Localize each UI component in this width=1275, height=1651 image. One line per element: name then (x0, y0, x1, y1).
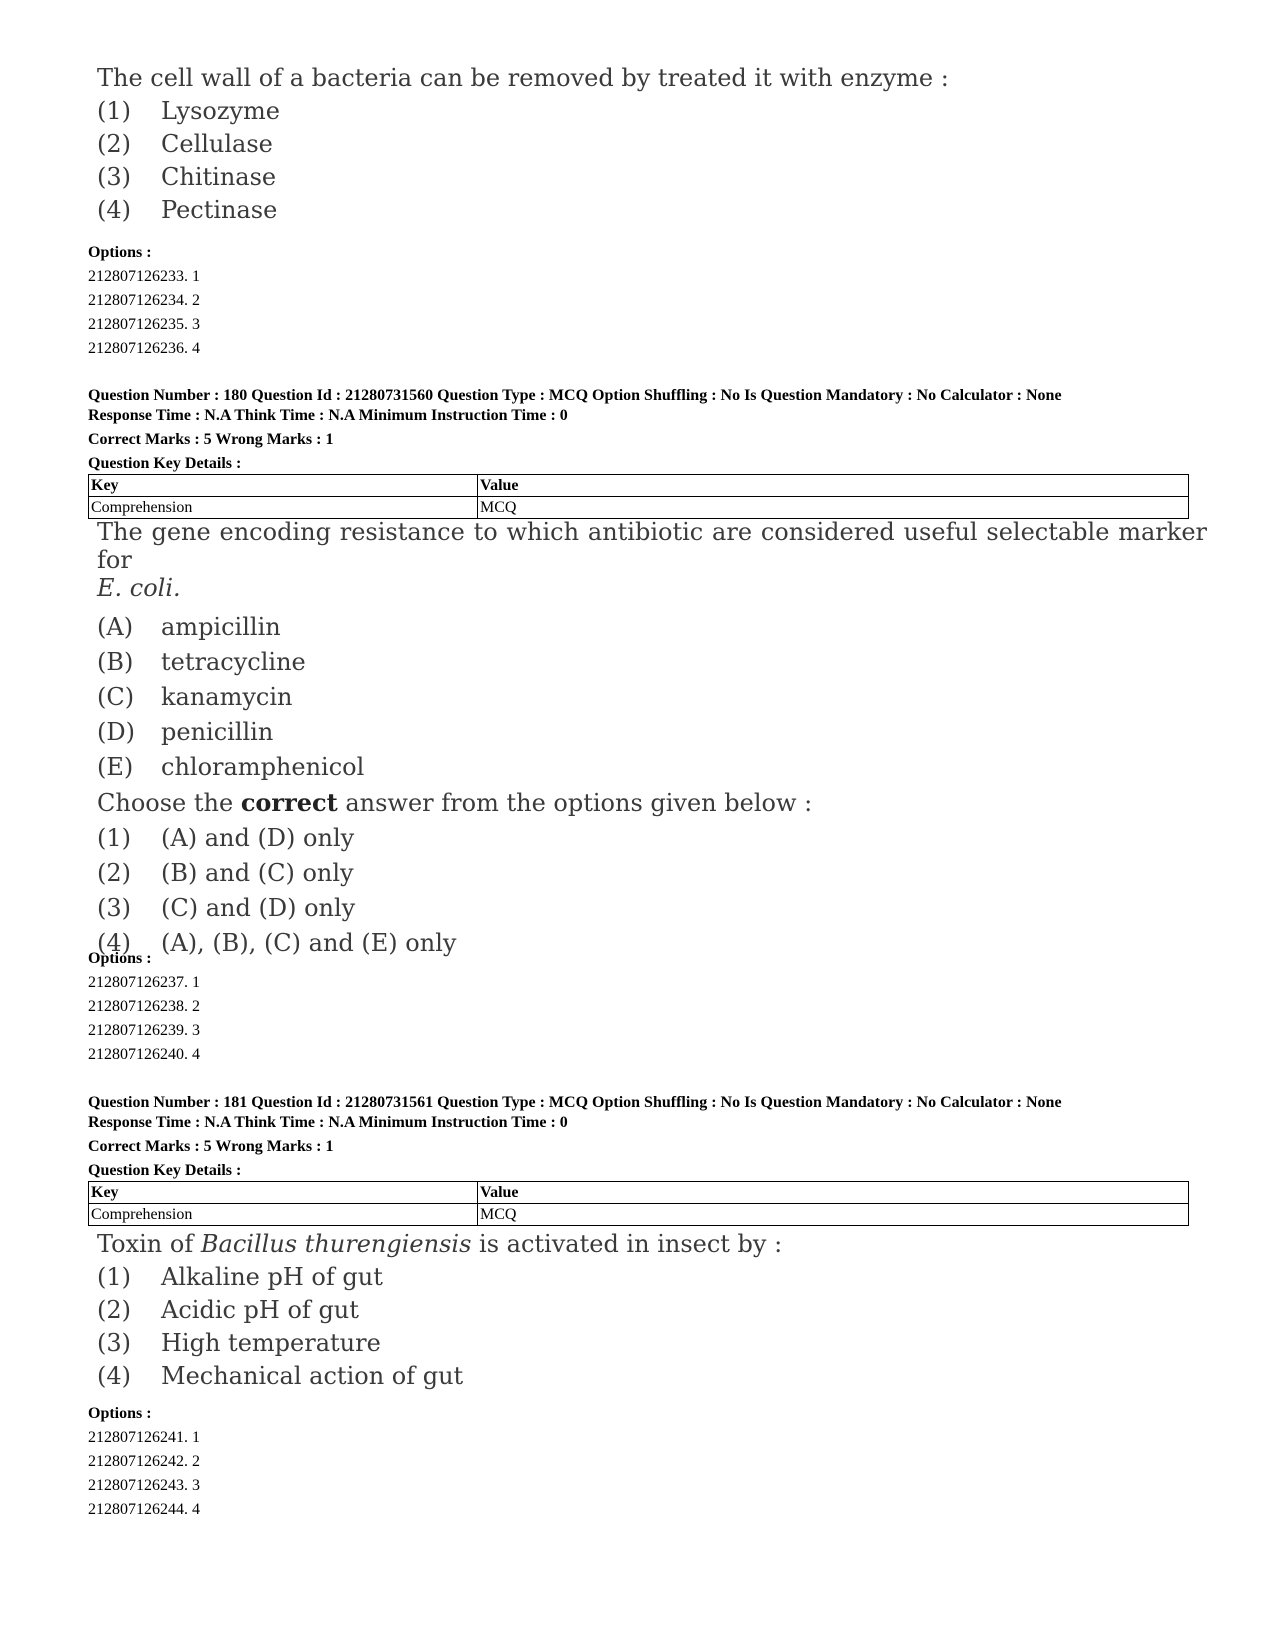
choice-text: (B) and (C) only (161, 859, 354, 887)
option-id: 212807126241. 1 (88, 1429, 200, 1446)
option-id: 212807126234. 2 (88, 292, 200, 309)
organism-name: Bacillus thurengiensis (200, 1230, 472, 1258)
table-cell-key: Comprehension (89, 497, 478, 519)
marks-line: Correct Marks : 5 Wrong Marks : 1 (88, 431, 334, 448)
choice-item (97, 856, 1207, 891)
option-id: 212807126236. 4 (88, 340, 200, 357)
choice-text: Alkaline pH of gut (161, 1263, 383, 1291)
table-header-row (89, 475, 1189, 497)
choice-number: (1) (97, 97, 131, 125)
choice-number: (3) (97, 163, 131, 191)
statement-item (97, 680, 1207, 715)
statement-label: (A) (97, 613, 134, 641)
statement-text: kanamycin (161, 683, 293, 711)
key-details-heading: Question Key Details : (88, 1162, 242, 1179)
table-header-key: Key (89, 1182, 478, 1204)
instruction-emphasis: correct (240, 788, 338, 817)
choice-number: (3) (97, 894, 131, 922)
choice-item (97, 161, 949, 194)
key-details-heading: Question Key Details : (88, 455, 242, 472)
options-list (88, 1402, 200, 1522)
option-id: 212807126235. 3 (88, 316, 200, 333)
choice-number: (2) (97, 1296, 131, 1324)
question-181-meta (88, 1093, 1188, 1181)
table-cell-value: MCQ (478, 497, 1189, 519)
table-header-row (89, 1182, 1189, 1204)
choice-item (97, 821, 1207, 856)
question-key-table (88, 1181, 1189, 1226)
statement-item (97, 645, 1207, 680)
choice-number: (1) (97, 1263, 131, 1291)
choice-item (97, 891, 1207, 926)
question-meta-line: Response Time : N.A Think Time : N.A Minimum Instruction Time : 0 (88, 1114, 568, 1131)
choice-number: (2) (97, 859, 131, 887)
options-heading: Options : (88, 244, 152, 261)
choice-number: (3) (97, 1329, 131, 1357)
choice-text: Acidic pH of gut (161, 1296, 359, 1324)
option-id: 212807126233. 1 (88, 268, 200, 285)
table-row (89, 1204, 1189, 1226)
statement-text: ampicillin (161, 613, 281, 641)
choice-text: (C) and (D) only (161, 894, 356, 922)
table-header-key: Key (89, 475, 478, 497)
statement-text: tetracycline (161, 648, 306, 676)
question-180-meta (88, 386, 1188, 474)
option-id: 212807126238. 2 (88, 998, 200, 1015)
question-179-image (97, 62, 949, 227)
table-header-value: Value (478, 475, 1189, 497)
question-meta-line: Question Number : 180 Question Id : 21280731560 Question Type : MCQ Option Shuffling : No Is Question Mandatory : No Calculator : None (88, 387, 1062, 404)
statement-label: (D) (97, 718, 135, 746)
choice-text: Pectinase (161, 196, 278, 224)
question-181-image (97, 1228, 782, 1393)
organism-name: E. coli. (97, 574, 181, 602)
options-list (88, 241, 200, 361)
question-meta-line: Question Number : 181 Question Id : 21280731561 Question Type : MCQ Option Shuffling : No Is Question Mandatory : No Calculator : None (88, 1094, 1062, 1111)
question-stem: The cell wall of a bacteria can be removed by treated it with enzyme : (97, 64, 949, 92)
instruction-text: Choose the (97, 789, 234, 817)
table-header-value: Value (478, 1182, 1189, 1204)
choice-text: Mechanical action of gut (161, 1362, 464, 1390)
question-stem (97, 1228, 782, 1261)
option-id: 212807126240. 4 (88, 1046, 200, 1063)
option-id: 212807126244. 4 (88, 1501, 200, 1518)
instruction-text: answer from the options given below : (345, 789, 813, 817)
statement-item (97, 750, 1207, 785)
question-meta-line: Response Time : N.A Think Time : N.A Minimum Instruction Time : 0 (88, 407, 568, 424)
options-heading: Options : (88, 1405, 152, 1422)
question-180-image (97, 518, 1207, 961)
table-cell-value: MCQ (478, 1204, 1189, 1226)
stem-text: is activated in insect by : (479, 1230, 783, 1258)
choice-item (97, 1294, 782, 1327)
table-cell-key: Comprehension (89, 1204, 478, 1226)
option-id: 212807126239. 3 (88, 1022, 200, 1039)
statement-label: (E) (97, 753, 134, 781)
choice-item (97, 1327, 782, 1360)
statement-text: chloramphenicol (161, 753, 365, 781)
choice-text: (A) and (D) only (161, 824, 355, 852)
choice-text: High temperature (161, 1329, 381, 1357)
choice-item (97, 926, 1207, 961)
option-id: 212807126243. 3 (88, 1477, 200, 1494)
choice-number: (1) (97, 824, 131, 852)
option-id: 212807126237. 1 (88, 974, 200, 991)
choice-text: Cellulase (161, 130, 273, 158)
statement-label: (C) (97, 683, 135, 711)
question-key-table (88, 474, 1189, 519)
marks-line: Correct Marks : 5 Wrong Marks : 1 (88, 1138, 334, 1155)
stem-text: Toxin of (97, 1230, 194, 1258)
choice-number: (4) (97, 1362, 131, 1390)
choice-text: Chitinase (161, 163, 277, 191)
table-row (89, 497, 1189, 519)
choice-text: Lysozyme (161, 97, 281, 125)
choice-number: (2) (97, 130, 131, 158)
options-list (88, 947, 200, 1067)
statement-item (97, 715, 1207, 750)
choice-item (97, 194, 949, 227)
option-id: 212807126242. 2 (88, 1453, 200, 1470)
options-heading: Options : (88, 950, 152, 967)
statement-label: (B) (97, 648, 134, 676)
choice-number: (4) (97, 196, 131, 224)
statement-text: penicillin (161, 718, 274, 746)
choice-number: (4) (97, 929, 131, 957)
choice-item (97, 1360, 782, 1393)
choice-text: (A), (B), (C) and (E) only (161, 929, 457, 957)
choice-item (97, 1261, 782, 1294)
instruction-line (97, 785, 1207, 821)
choice-item (97, 95, 949, 128)
statement-item (97, 610, 1207, 645)
choice-item (97, 128, 949, 161)
question-stem: The gene encoding resistance to which antibiotic are considered useful selectable marker for (97, 518, 1207, 574)
question-stem-italic (97, 574, 1207, 602)
